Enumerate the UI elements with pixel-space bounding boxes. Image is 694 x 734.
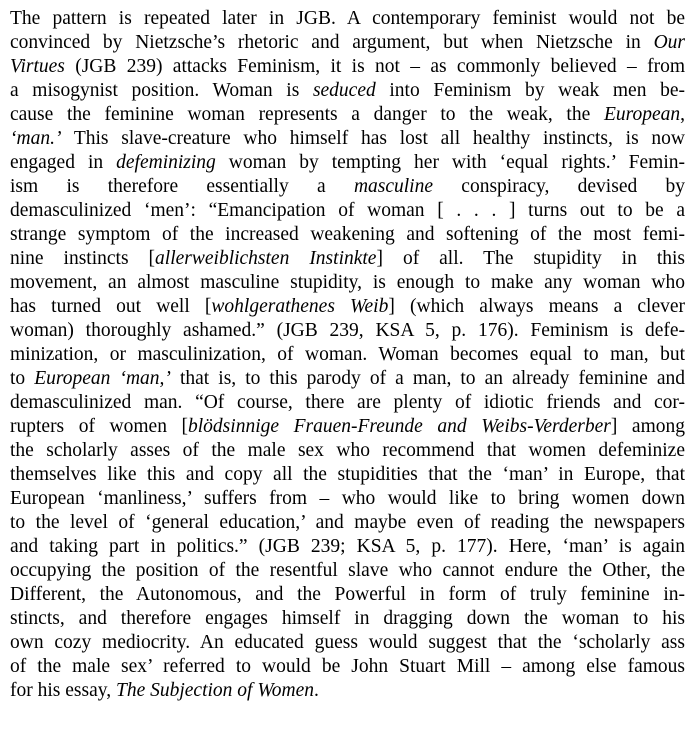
text-line <box>10 127 685 151</box>
text-run: ] of all. The stupidity in this <box>376 248 685 269</box>
text-line <box>10 271 685 295</box>
text-line <box>10 247 685 271</box>
text-run: to <box>10 368 35 389</box>
text-run: convinced by Nietzsche’s rhetoric and argument, but when Nietzsche in <box>10 32 654 53</box>
text-run: (JGB 239) attacks Feminism, it is not – as commonly believed – from <box>64 56 685 77</box>
text-run: strange symptom of the increased weakening and softening of the most femi- <box>10 224 685 245</box>
text-run: and taking part in politics.” (JGB 239; KSA 5, p. 177). Here, ‘man’ is again <box>10 536 685 557</box>
text-line <box>10 103 685 127</box>
text-run: that is, to this parody of a man, to an already feminine and <box>170 368 685 389</box>
text-run: into Feminism by weak men be- <box>375 80 685 101</box>
text-line <box>10 439 685 463</box>
text-run: ] (which always means a clever <box>388 296 686 317</box>
italic-text-run: ‘man.’ <box>10 128 62 149</box>
text-line <box>10 175 685 199</box>
text-run: engaged in <box>10 152 117 173</box>
text-run: woman) thoroughly ashamed.” (JGB 239, KSA 5, p. 176). Feminism is defe- <box>10 320 685 341</box>
text-run: demasculinized ‘men’: “Emancipation of woman [ . . . ] turns out to be a <box>10 200 685 221</box>
italic-text-run: blödsinnige Frauen-Freunde and Weibs-Verderber <box>188 416 611 437</box>
text-line <box>10 55 685 79</box>
text-line <box>10 151 685 175</box>
text-line <box>10 679 685 703</box>
text-run: a misogynist position. Woman is <box>10 80 313 101</box>
italic-text-run: Virtues <box>10 56 65 77</box>
text-run: The pattern is repeated later in JGB. A contemporary feminist would not be <box>10 8 685 29</box>
text-line <box>10 559 685 583</box>
italic-text-run: The Subjection of Women <box>115 680 315 701</box>
text-run: has turned out well [ <box>10 296 212 317</box>
italic-text-run: allerweiblichsten Instinkte <box>155 248 377 269</box>
text-run: occupying the position of the resentful slave who cannot endure the Other, the <box>10 560 685 581</box>
text-run: This slave-creature who himself has lost all healthy instincts, is now <box>61 128 685 149</box>
text-run: ] among <box>610 416 685 437</box>
body-paragraph <box>10 7 685 703</box>
text-run: own cozy mediocrity. An educated guess would suggest that the ‘scholarly ass <box>10 632 685 653</box>
text-run: to the level of ‘general education,’ and maybe even of reading the newspapers <box>10 512 685 533</box>
text-run: Different, the Autonomous, and the Powerful in form of truly feminine in- <box>10 584 685 605</box>
text-run: cause the feminine woman represents a danger to the weak, the <box>10 104 604 125</box>
text-line <box>10 607 685 631</box>
text-line <box>10 415 685 439</box>
italic-text-run: European ‘man,’ <box>34 368 171 389</box>
text-line <box>10 199 685 223</box>
text-run: conspiracy, devised by <box>433 176 686 197</box>
text-line <box>10 655 685 679</box>
text-line <box>10 535 685 559</box>
text-run: ism is therefore essentially a <box>10 176 354 197</box>
text-line <box>10 583 685 607</box>
italic-text-run: European <box>603 104 681 125</box>
text-line <box>10 79 685 103</box>
text-run: of the male sex’ referred to would be John Stuart Mill – among else famous <box>10 656 685 677</box>
text-run: demasculinized man. “Of course, there are plenty of idiotic friends and cor- <box>10 392 685 413</box>
italic-text-run: defeminizing <box>116 152 216 173</box>
text-line <box>10 367 685 391</box>
text-line <box>10 295 685 319</box>
text-line <box>10 391 685 415</box>
text-line <box>10 511 685 535</box>
italic-text-run: wohlgerathenes Weib <box>211 296 389 317</box>
text-line <box>10 631 685 655</box>
text-run: European ‘manliness,’ suffers from – who would like to bring women down <box>10 488 685 509</box>
text-line <box>10 223 685 247</box>
text-line <box>10 31 685 55</box>
text-run: stincts, and therefore engages himself in dragging down the woman to his <box>10 608 685 629</box>
text-run: nine instincts [ <box>10 248 156 269</box>
text-run: rupters of women [ <box>10 416 189 437</box>
text-line <box>10 463 685 487</box>
italic-text-run: Our <box>653 32 685 53</box>
text-line <box>10 319 685 343</box>
italic-text-run: seduced <box>312 80 376 101</box>
text-run: the scholarly asses of the male sex who recommend that women defeminize <box>10 440 685 461</box>
italic-text-run: masculine <box>353 176 434 197</box>
text-line <box>10 7 685 31</box>
text-run: for his essay, <box>10 680 116 701</box>
text-line <box>10 343 685 367</box>
text-run: minization, or masculinization, of woman. Woman becomes equal to man, but <box>10 344 685 365</box>
text-run: , <box>680 104 685 125</box>
text-run: movement, an almost masculine stupidity, is enough to make any woman who <box>10 272 685 293</box>
text-run: woman by tempting her with ‘equal rights.’ Femin- <box>215 152 685 173</box>
text-run: . <box>314 680 319 701</box>
text-line <box>10 487 685 511</box>
text-run: themselves like this and copy all the stupidities that the ‘man’ in Europe, that <box>10 464 685 485</box>
